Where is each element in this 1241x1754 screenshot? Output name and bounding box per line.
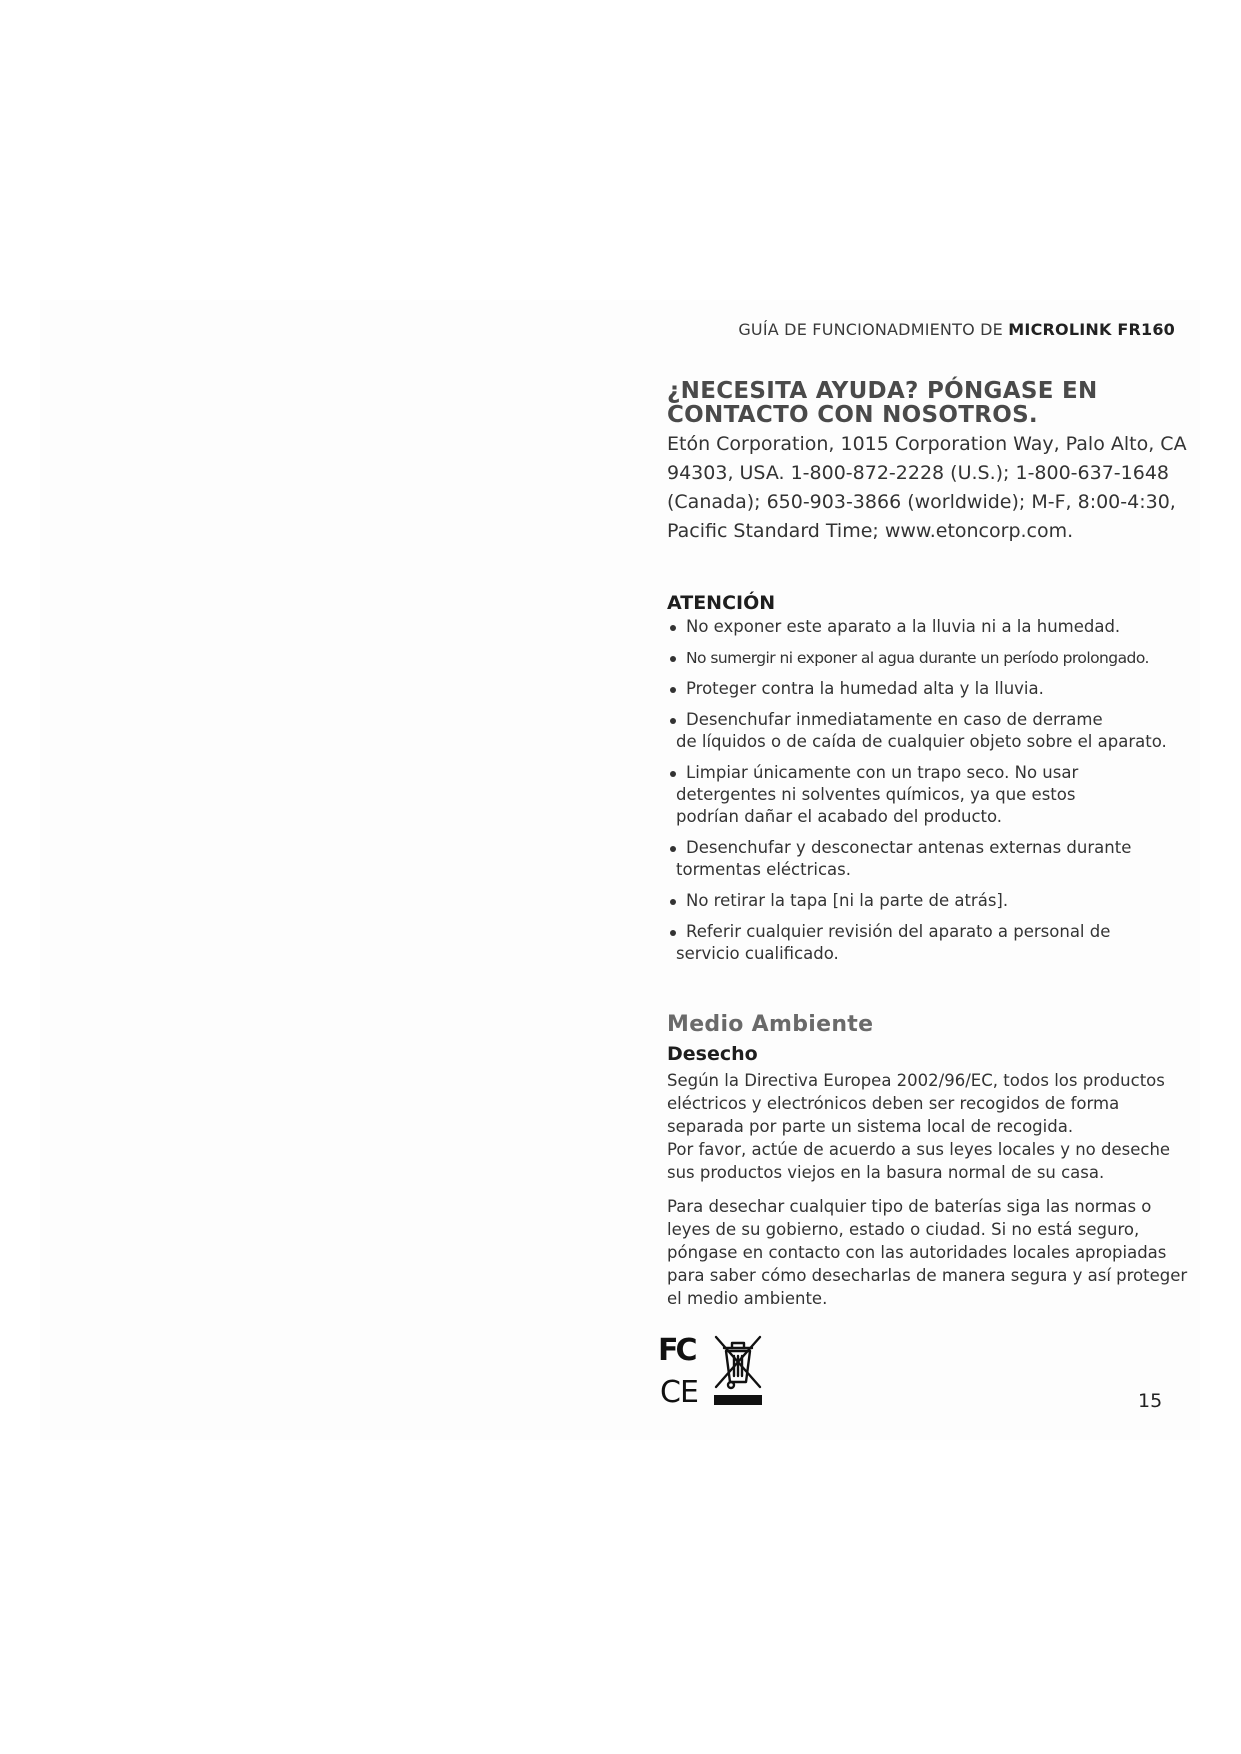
disposal-line: Según la Directiva Europea 2002/96/EC, todos los productos — [667, 1071, 1165, 1090]
disposal-line: sus productos viejos en la basura normal de su casa. — [667, 1163, 1105, 1182]
header-prefix: GUÍA DE FUNCIONADMIENTO DE — [738, 320, 1003, 339]
attention-item — [667, 709, 1187, 753]
attention-list — [667, 616, 1187, 974]
disposal-subtitle: Desecho — [667, 1043, 758, 1065]
disposal-line: eléctricos y electrónicos deben ser recogidos de forma — [667, 1094, 1120, 1113]
attention-item — [667, 921, 1187, 965]
contact-line: (Canada); 650-903-3866 (worldwide); M-F, 8:00-4:30, — [667, 491, 1176, 513]
disposal-line: separada por parte un sistema local de recogida. — [667, 1117, 1074, 1136]
attention-item-line: de líquidos o de caída de cualquier objeto sobre el aparato. — [676, 732, 1167, 751]
attention-item-line: Limpiar únicamente con un trapo seco. No usar — [686, 763, 1079, 782]
attention-item-line: Referir cualquier revisión del aparato a personal de — [686, 922, 1111, 941]
attention-item-line: podrían dañar el acabado del producto. — [676, 807, 1003, 826]
attention-item — [667, 647, 1187, 669]
disposal-line: Por favor, actúe de acuerdo a sus leyes locales y no deseche — [667, 1140, 1171, 1159]
environment-title: Medio Ambiente — [667, 1012, 874, 1037]
battery-line: Para desechar cualquier tipo de baterías siga las normas o — [667, 1197, 1152, 1216]
contact-line: 94303, USA. 1-800-872-2228 (U.S.); 1-800-637-1648 — [667, 462, 1170, 484]
battery-line: póngase en contacto con las autoridades locales apropiadas — [667, 1243, 1167, 1262]
running-header — [667, 320, 1175, 339]
battery-text — [667, 1195, 1187, 1310]
contact-info — [667, 430, 1187, 546]
battery-line: para saber cómo desecharlas de manera segura y así proteger — [667, 1266, 1188, 1285]
attention-item-line: tormentas eléctricas. — [676, 860, 851, 879]
battery-line: el medio ambiente. — [667, 1289, 828, 1308]
crossed-out-wheelie-bin-icon — [710, 1332, 766, 1408]
attention-item — [667, 678, 1187, 700]
attention-item-line: servicio cualificado. — [676, 944, 839, 963]
contact-line: Pacific Standard Time; www.etoncorp.com. — [667, 520, 1074, 542]
disposal-text — [667, 1069, 1187, 1184]
attention-item-line: No exponer este aparato a la lluvia ni a la humedad. — [686, 617, 1121, 636]
attention-item-line: Proteger contra la humedad alta y la lluvia. — [686, 679, 1044, 698]
battery-line: leyes de su gobierno, estado o ciudad. Si no está seguro, — [667, 1220, 1140, 1239]
help-title — [667, 379, 1187, 427]
attention-item — [667, 616, 1187, 638]
attention-item-line: No retirar la tapa [ni la parte de atrás]. — [686, 891, 1009, 910]
attention-item-line: Desenchufar inmediatamente en caso de derrame — [686, 710, 1103, 729]
attention-item-line: No sumergir ni exponer al agua durante un período prolongado. — [686, 649, 1149, 667]
fc-logo: FC — [658, 1333, 695, 1368]
attention-item-line: Desenchufar y desconectar antenas externas durante — [686, 838, 1132, 857]
attention-item — [667, 762, 1187, 828]
attention-item-line: detergentes ni solventes químicos, ya que estos — [676, 785, 1076, 804]
attention-title: ATENCIÓN — [667, 592, 776, 614]
attention-item — [667, 837, 1187, 881]
page-number: 15 — [1138, 1390, 1163, 1412]
contact-line: Etón Corporation, 1015 Corporation Way, Palo Alto, CA — [667, 433, 1187, 455]
help-title-line: CONTACTO CON NOSOTROS. — [667, 402, 1038, 428]
attention-item — [667, 890, 1187, 912]
help-title-line: ¿NECESITA AYUDA? PÓNGASE EN — [667, 378, 1098, 404]
header-product: MICROLINK FR160 — [1008, 320, 1175, 339]
ce-logo: CE — [660, 1375, 698, 1410]
